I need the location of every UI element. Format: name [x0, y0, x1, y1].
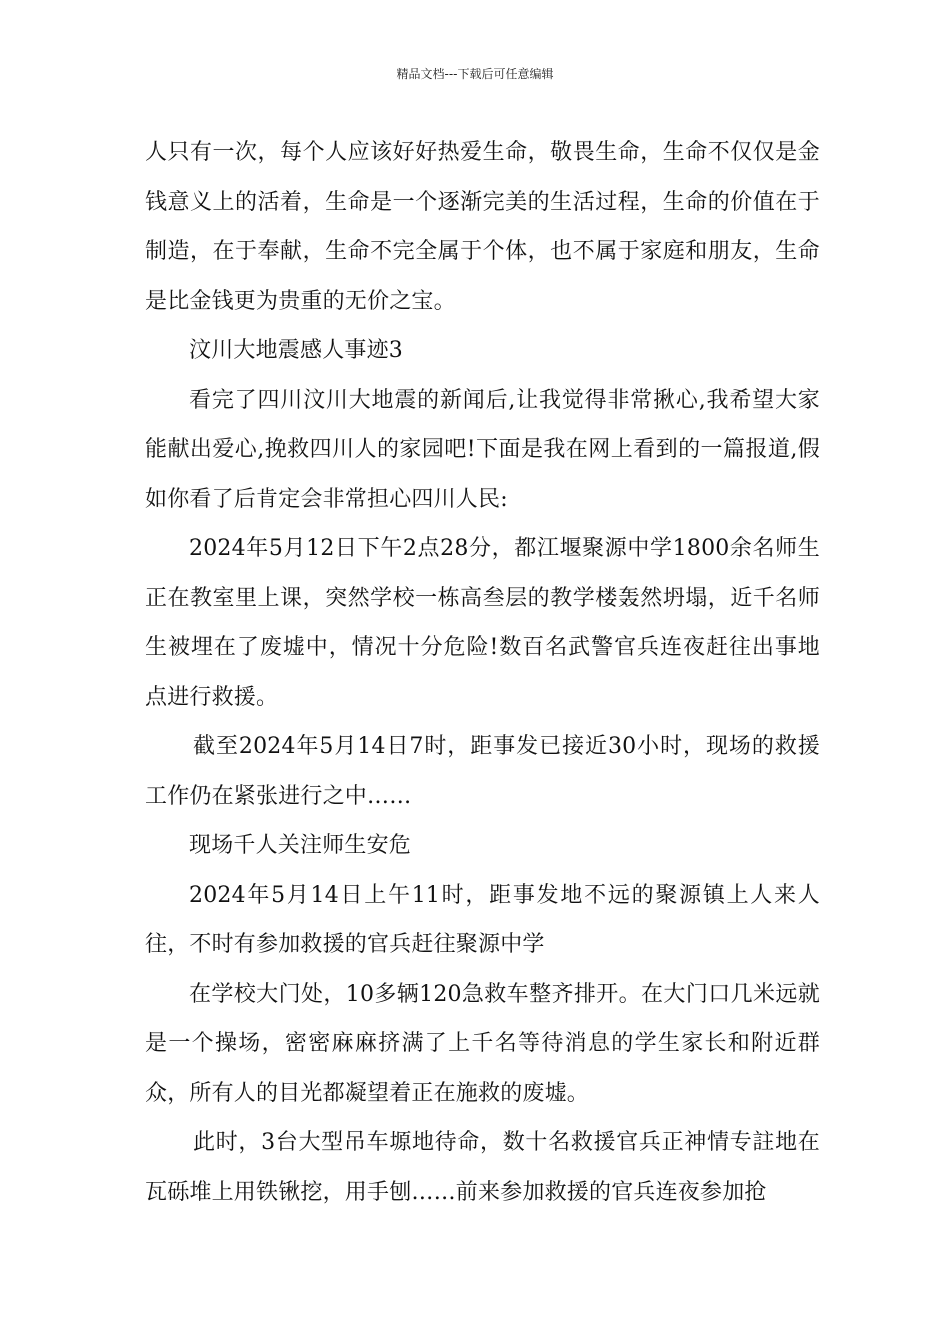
- paragraph-intro: 看完了四川汶川大地震的新闻后,让我觉得非常揪心,我希望大家能献出爱心,挽救四川人的家园吧!下面是我在网上看到的一篇报道,假如你看了后肯定会非常担心四川人民:: [145, 387, 820, 512]
- page-header: 精品文档---下载后可任意编辑: [396, 67, 554, 81]
- section-heading-story-3: 汶川大地震感人事迹3: [189, 338, 403, 363]
- section-heading-scene: 现场千人关注师生安危: [189, 833, 412, 858]
- paragraph-cranes: 此时，3台大型吊车塬地待命，数十名救援官兵正神情专註地在瓦砾堆上用铁锹挖，用手刨……前来参加救援的官兵连夜参加抢: [145, 1130, 820, 1205]
- paragraph-town-scene: 2024年5月14日上午11时，距事发地不远的聚源镇上人来人往，不时有参加救援的官兵赶往聚源中学: [145, 882, 820, 957]
- paragraph-rescue-status: 截至2024年5月14日7时，距事发已接近30小时，现场的救援工作仍在紧张进行之中……: [145, 734, 820, 809]
- paragraph-life-value: 人只有一次，每个人应该好好热爱生命，敬畏生命，生命不仅仅是金钱意义上的活着，生命是一个逐渐完美的生活过程，生命的价值在于制造，在于奉献，生命不完全属于个体，也不属于家庭和朋友，生命是比金钱更为贵重的无价之宝。: [145, 140, 820, 314]
- paragraph-school-gate: 在学校大门处，10多辆120急救车整齐排开。在大门口几米远就是一个操场，密密麻麻挤满了上千名等待消息的学生家长和附近群众，所有人的目光都凝望着正在施救的废墟。: [145, 981, 820, 1106]
- paragraph-collapse-report: 2024年5月12日下午2点28分，都江堰聚源中学1800余名师生正在教室里上课，突然学校一栋高叁层的教学楼轰然坍塌，近千名师生被埋在了废墟中，情况十分危险!数百名武警官兵连夜赶往出事地点进行救援。: [145, 536, 820, 710]
- document-body: [145, 128, 820, 1217]
